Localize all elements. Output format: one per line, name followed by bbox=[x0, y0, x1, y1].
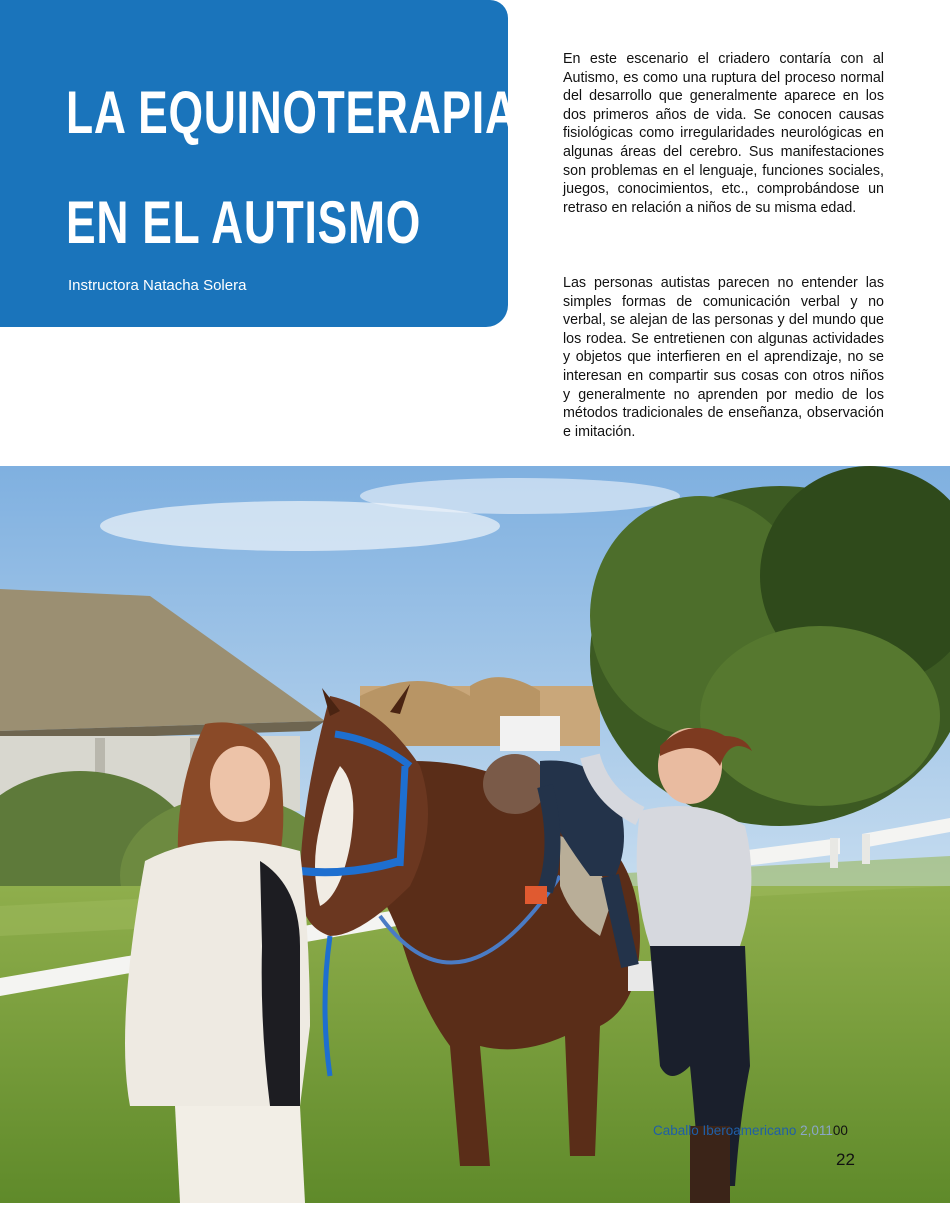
magazine-issue: 00 bbox=[832, 1123, 848, 1138]
magazine-name: Caballo Iberoamericano bbox=[653, 1123, 797, 1138]
magazine-year: 2,011 bbox=[800, 1123, 833, 1138]
article-photo bbox=[0, 466, 950, 1203]
horse-therapy-photo bbox=[0, 466, 950, 1203]
author-byline: Instructora Natacha Solera bbox=[68, 277, 247, 294]
paragraph-2: Las personas autistas parecen no entender las simples formas de comunicación verbal y no verbal, se alejan de las personas y del mundo que los rodea. Se entretienen con algunas actividades y objetos que interfieren en el aprendizaje, no se interesan en compartir sus cosas con otros niños y generalmente no aprenden por medio de los métodos tradicionales de enseñanza, observación e imitación. bbox=[563, 275, 884, 440]
title-line-1: LA EQUINOTERAPIA bbox=[66, 79, 518, 146]
title-banner bbox=[0, 0, 518, 327]
page-number: 22 bbox=[836, 1150, 855, 1169]
article-title bbox=[66, 58, 518, 278]
title-line-2: EN EL AUTISMO bbox=[66, 189, 421, 256]
paragraph-1: En este escenario el criadero contaría con al Autismo, es como una ruptura del proceso normal del desarrollo que generalmente aparece en los dos primeros años de vida. Se conocen causas fisiológicas como irregularidades neurológicas en algunas áreas del cerebro. Sus manifestaciones son problemas en el lenguaje, funciones sociales, juegos, conocimientos, etc., comprobándose un retraso en relación a niños de su misma edad. bbox=[563, 51, 884, 216]
footer-magazine bbox=[653, 1123, 848, 1138]
